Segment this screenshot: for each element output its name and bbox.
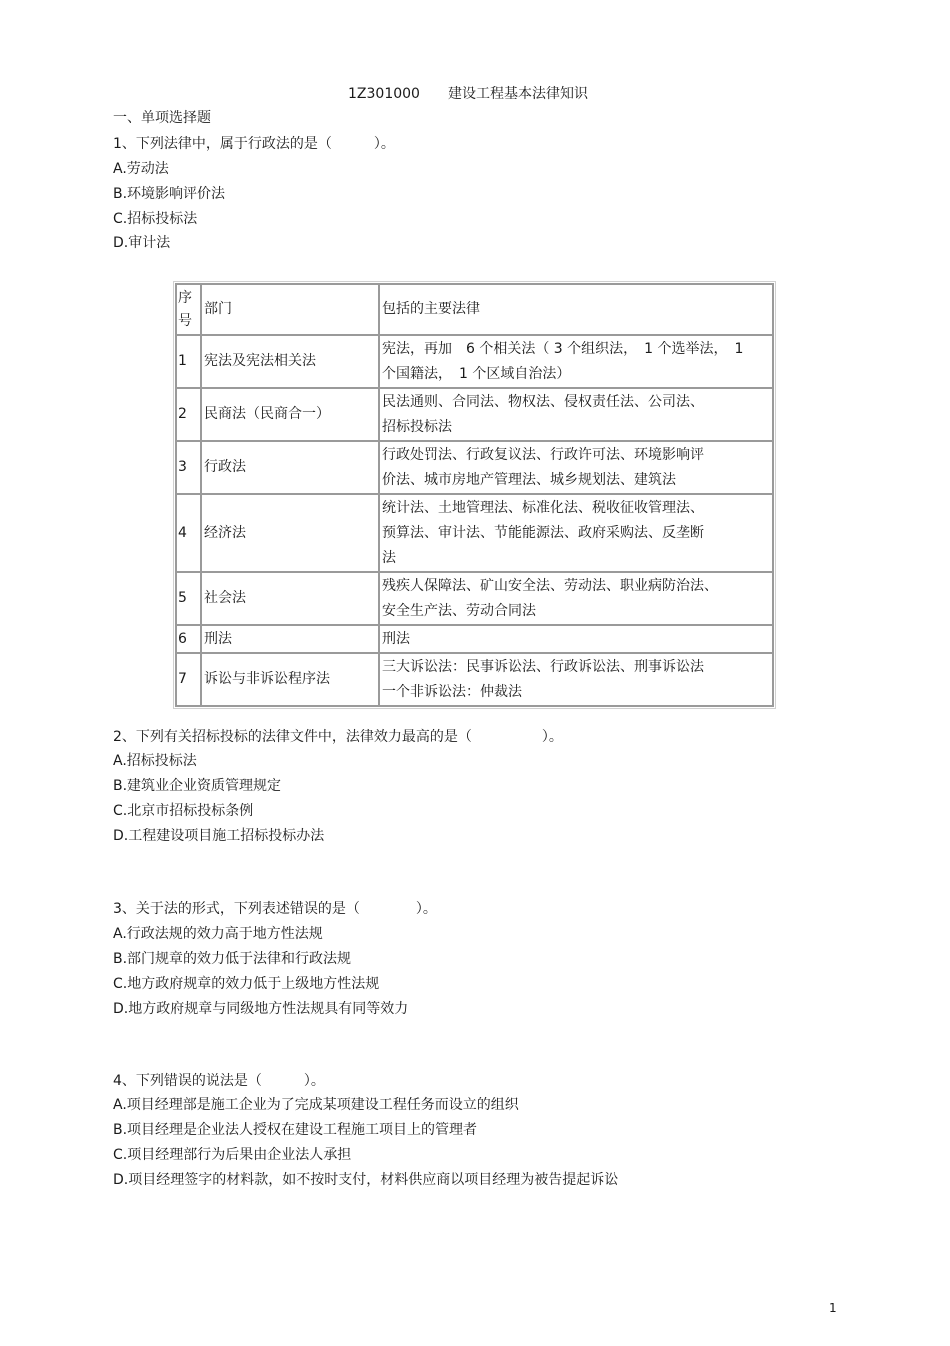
cell-laws: 宪法，再加 6 个相关法（ 3 个组织法， 1 个选举法， 1 个国籍法， 1 个区域自治法） (379, 335, 773, 388)
q4-option-a: A.项目经理部是施工企业为了完成某项建设工程任务而设立的组织 (113, 1097, 519, 1113)
cell-laws: 刑法 (379, 625, 773, 653)
q4-stem: 4、下列错误的说法是（ ）。 (113, 1073, 325, 1089)
q4-option-b: B.项目经理是企业法人授权在建设工程施工项目上的管理者 (113, 1122, 478, 1138)
q2-option-a: A.招标投标法 (113, 753, 197, 769)
q4-option-c: C.项目经理部行为后果由企业法人承担 (113, 1147, 352, 1163)
cell-index: 4 (176, 494, 201, 572)
cell-laws: 行政处罚法、行政复议法、行政许可法、环境影响评 价法、城市房地产管理法、城乡规划法、建筑法 (379, 441, 773, 494)
title-code: 1Z301000 (348, 86, 420, 102)
q1-option-d: D.审计法 (113, 235, 171, 251)
cell-laws: 民法通则、合同法、物权法、侵权责任法、公司法、 招标投标法 (379, 388, 773, 441)
cell-laws: 三大诉讼法：民事诉讼法、行政诉讼法、刑事诉讼法 一个非诉讼法：仲裁法 (379, 653, 773, 706)
table-header-row (176, 284, 773, 335)
header-department: 部门 (201, 284, 379, 335)
table-row (176, 653, 773, 706)
table-row (176, 441, 773, 494)
table-row (176, 335, 773, 388)
table-row (176, 572, 773, 625)
q2-option-c: C.北京市招标投标条例 (113, 803, 254, 819)
title-text: 建设工程基本法律知识 (447, 86, 588, 102)
q2-stem: 2、下列有关招标投标的法律文件中，法律效力最高的是（ ）。 (113, 729, 563, 745)
cell-department: 宪法及宪法相关法 (201, 335, 379, 388)
cell-laws: 统计法、土地管理法、标准化法、税收征收管理法、 预算法、审计法、节能能源法、政府采购法、反垄断 法 (379, 494, 773, 572)
q3-option-c: C.地方政府规章的效力低于上级地方性法规 (113, 976, 380, 992)
q2-option-b: B.建筑业企业资质管理规定 (113, 778, 282, 794)
page-title (348, 85, 588, 103)
q1-stem: 1、下列法律中，属于行政法的是（ ）。 (113, 136, 395, 152)
cell-department: 刑法 (201, 625, 379, 653)
q1-option-b: B.环境影响评价法 (113, 186, 226, 202)
table-row (176, 388, 773, 441)
q3-option-d: D.地方政府规章与同级地方性法规具有同等效力 (113, 1001, 409, 1017)
q3-option-a: A.行政法规的效力高于地方性法规 (113, 926, 323, 942)
cell-index: 5 (176, 572, 201, 625)
cell-department: 行政法 (201, 441, 379, 494)
cell-department: 经济法 (201, 494, 379, 572)
cell-department: 社会法 (201, 572, 379, 625)
cell-department: 诉讼与非诉讼程序法 (201, 653, 379, 706)
header-index: 序 号 (176, 284, 201, 335)
cell-index: 7 (176, 653, 201, 706)
cell-department: 民商法（民商合一） (201, 388, 379, 441)
q1-option-c: C.招标投标法 (113, 211, 198, 227)
q3-stem: 3、关于法的形式，下列表述错误的是（ ）。 (113, 901, 437, 917)
page-number: 1 (829, 1301, 837, 1315)
table-row (176, 494, 773, 572)
q2-option-d: D.工程建设项目施工招标投标办法 (113, 828, 325, 844)
q3-option-b: B.部门规章的效力低于法律和行政法规 (113, 951, 352, 967)
cell-index: 3 (176, 441, 201, 494)
cell-index: 2 (176, 388, 201, 441)
section-heading: 一、单项选择题 (113, 110, 211, 126)
q1-option-a: A.劳动法 (113, 161, 169, 177)
law-table (175, 283, 774, 707)
q4-option-d: D.项目经理签字的材料款，如不按时支付，材料供应商以项目经理为被告提起诉讼 (113, 1172, 619, 1188)
cell-index: 1 (176, 335, 201, 388)
cell-index: 6 (176, 625, 201, 653)
cell-laws: 残疾人保障法、矿山安全法、劳动法、职业病防治法、 安全生产法、劳动合同法 (379, 572, 773, 625)
header-laws: 包括的主要法律 (379, 284, 773, 335)
table-row (176, 625, 773, 653)
